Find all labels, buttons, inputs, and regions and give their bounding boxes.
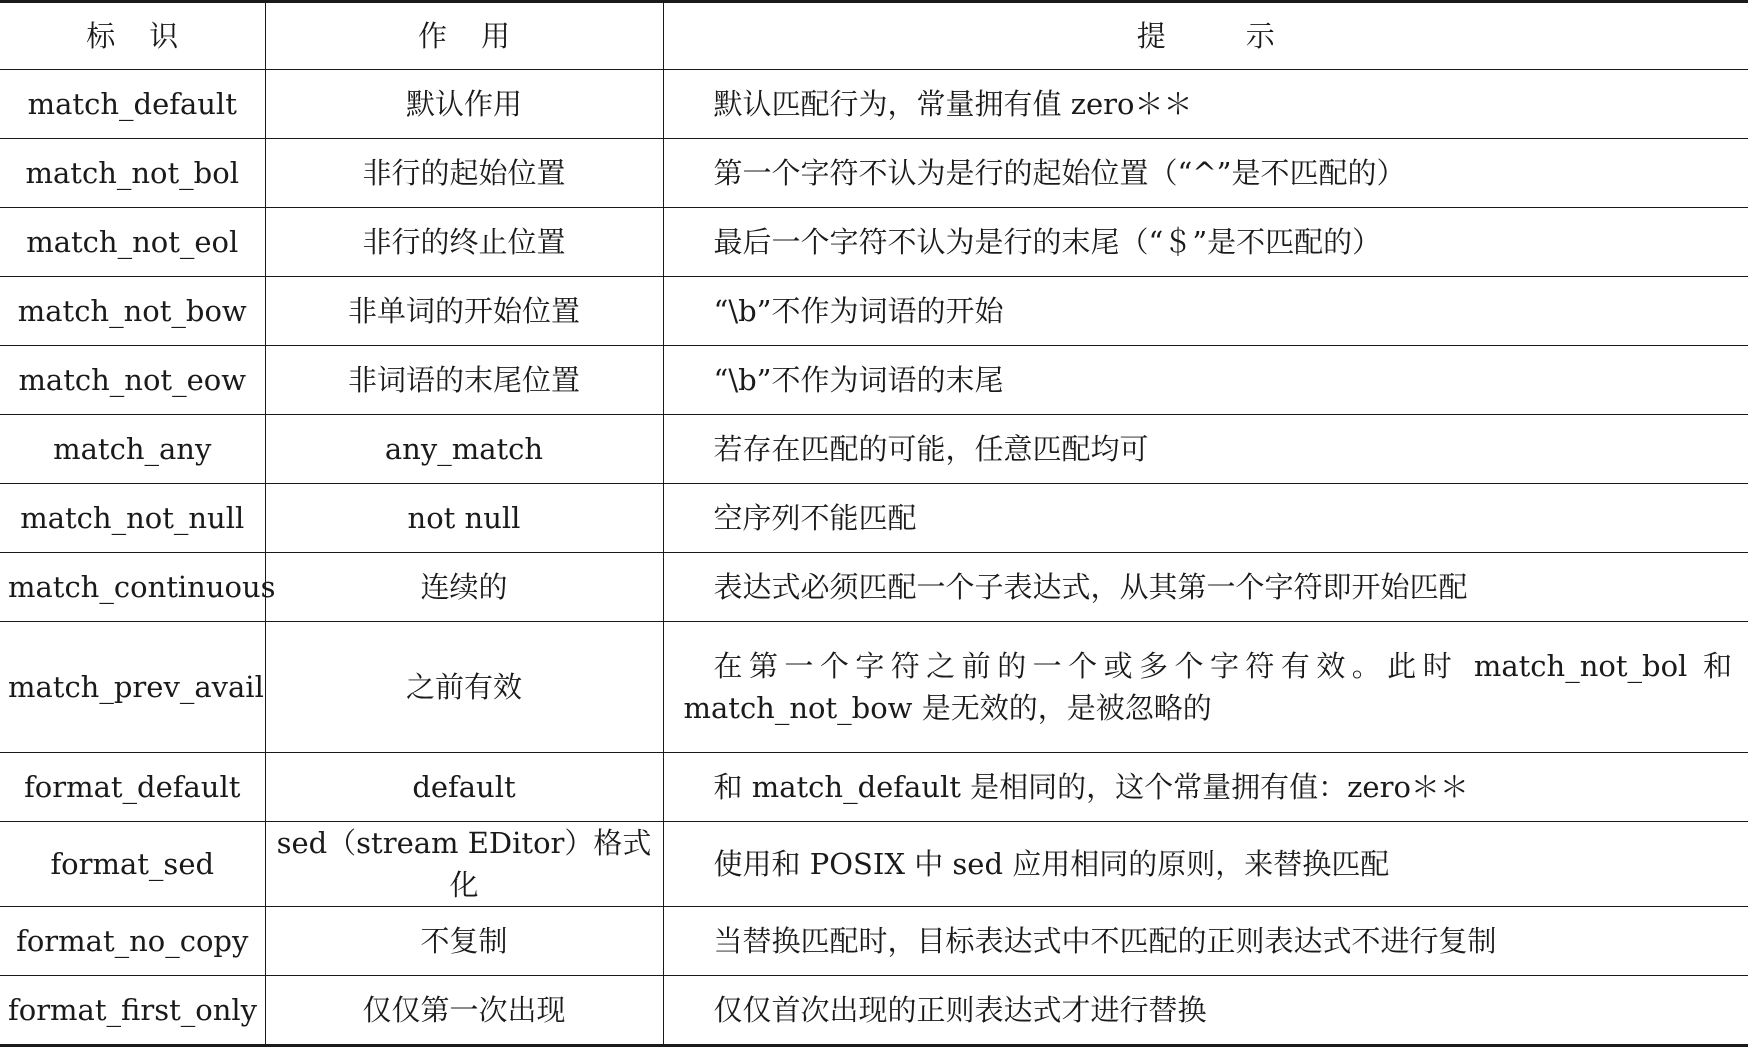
cell-purpose: 非单词的开始位置 <box>265 277 663 346</box>
cell-purpose: 非词语的末尾位置 <box>265 346 663 415</box>
cell-purpose: 连续的 <box>265 553 663 622</box>
cell-purpose: 不复制 <box>265 907 663 976</box>
cell-hint: 最后一个字符不认为是行的末尾（“＄”是不匹配的） <box>663 208 1748 277</box>
cell-identifier: match_not_eol <box>0 208 265 277</box>
cell-hint: “\b”不作为词语的末尾 <box>663 346 1748 415</box>
table-row <box>0 277 1748 346</box>
table-row <box>0 976 1748 1046</box>
cell-purpose: 仅仅第一次出现 <box>265 976 663 1046</box>
cell-hint: “\b”不作为词语的开始 <box>663 277 1748 346</box>
cell-identifier: match_continuous <box>0 553 265 622</box>
table-row <box>0 70 1748 139</box>
header-label: 标识 <box>86 18 213 53</box>
cell-identifier: format_sed <box>0 822 265 907</box>
cell-identifier: format_no_copy <box>0 907 265 976</box>
table-row <box>0 346 1748 415</box>
table-row <box>0 622 1748 753</box>
cell-purpose: 之前有效 <box>265 622 663 753</box>
cell-purpose: 非行的起始位置 <box>265 139 663 208</box>
table-row <box>0 139 1748 208</box>
cell-identifier: format_default <box>0 753 265 822</box>
header-cell-purpose <box>265 2 663 70</box>
cell-hint: 在第一个字符之前的一个或多个字符有效。此时 match_not_bol 和 match_not_bow 是无效的，是被忽略的 <box>663 622 1748 753</box>
header-row <box>0 2 1748 70</box>
header-label: 提示 <box>1136 18 1355 53</box>
table-body <box>0 70 1748 1046</box>
cell-hint: 第一个字符不认为是行的起始位置（“^”是不匹配的） <box>663 139 1748 208</box>
cell-purpose: 默认作用 <box>265 70 663 139</box>
cell-hint: 当替换匹配时，目标表达式中不匹配的正则表达式不进行复制 <box>663 907 1748 976</box>
cell-hint: 若存在匹配的可能，任意匹配均可 <box>663 415 1748 484</box>
cell-hint: 默认匹配行为，常量拥有值 zero＊＊ <box>663 70 1748 139</box>
cell-identifier: format_first_only <box>0 976 265 1046</box>
table-row <box>0 415 1748 484</box>
cell-identifier: match_not_bow <box>0 277 265 346</box>
header-cell-identifier <box>0 2 265 70</box>
cell-identifier: match_not_eow <box>0 346 265 415</box>
cell-hint: 和 match_default 是相同的，这个常量拥有值：zero＊＊ <box>663 753 1748 822</box>
table-header <box>0 2 1748 70</box>
cell-purpose: any_match <box>265 415 663 484</box>
cell-identifier: match_not_null <box>0 484 265 553</box>
header-cell-hint <box>663 2 1748 70</box>
cell-hint: 使用和 POSIX 中 sed 应用相同的原则，来替换匹配 <box>663 822 1748 907</box>
table-row <box>0 484 1748 553</box>
table-row <box>0 208 1748 277</box>
cell-purpose: not null <box>265 484 663 553</box>
cell-identifier: match_prev_avail <box>0 622 265 753</box>
cell-purpose: sed（stream EDitor）格式化 <box>265 822 663 907</box>
cell-identifier: match_any <box>0 415 265 484</box>
cell-purpose: default <box>265 753 663 822</box>
cell-identifier: match_not_bol <box>0 139 265 208</box>
cell-identifier: match_default <box>0 70 265 139</box>
cell-hint: 空序列不能匹配 <box>663 484 1748 553</box>
table-row <box>0 822 1748 907</box>
table-row <box>0 553 1748 622</box>
cell-hint: 仅仅首次出现的正则表达式才进行替换 <box>663 976 1748 1046</box>
table-row <box>0 753 1748 822</box>
cell-purpose: 非行的终止位置 <box>265 208 663 277</box>
table-row <box>0 907 1748 976</box>
header-label: 作用 <box>417 18 544 53</box>
cell-hint: 表达式必须匹配一个子表达式，从其第一个字符即开始匹配 <box>663 553 1748 622</box>
